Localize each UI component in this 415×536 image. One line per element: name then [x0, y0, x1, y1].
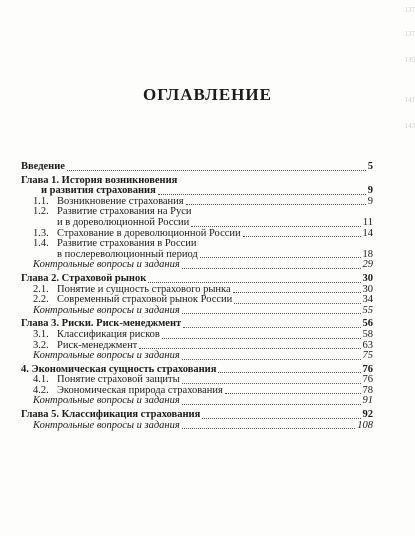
- toc-entry-text: в послереволюционный период: [57, 248, 198, 260]
- toc-entry-text: Глава 5. Классификация страхования: [21, 409, 201, 421]
- toc-page-number: 63: [362, 339, 373, 351]
- toc-page-number: 56: [362, 318, 373, 330]
- toc-section-1-2-continued[interactable]: [21, 218, 373, 229]
- toc-page-number: 34: [362, 294, 373, 306]
- toc-entry-text: Контрольные вопросы и задания: [33, 304, 180, 316]
- bleed-through-page-number: 137: [404, 30, 415, 38]
- toc-section-3-1[interactable]: [21, 330, 373, 341]
- toc-questions-5[interactable]: [21, 421, 373, 432]
- bleed-through-page-number: 143: [404, 122, 415, 130]
- toc-page-number: 55: [362, 304, 373, 316]
- section-number: 4.2.: [33, 384, 49, 396]
- section-number: 3.1.: [33, 328, 49, 340]
- toc-page-number: 108: [357, 419, 373, 431]
- leader-dots: [162, 337, 361, 339]
- toc-entry-text: Контрольные вопросы и задания: [33, 350, 180, 362]
- section-number: 1.4.: [33, 238, 49, 250]
- toc-page-number: 30: [362, 272, 373, 284]
- toc-questions-1[interactable]: [21, 260, 373, 271]
- toc-page-number: 18: [362, 248, 373, 260]
- toc-questions-4[interactable]: [21, 396, 373, 407]
- toc-page-number: 76: [362, 374, 373, 386]
- section-number: 2.1.: [33, 283, 49, 295]
- toc-entry-text: Глава 1. История возникновения: [21, 174, 178, 186]
- leader-dots: [182, 358, 361, 360]
- toc-questions-2[interactable]: [21, 306, 373, 317]
- toc-entry-text: Понятие и сущность страхового рынка: [57, 283, 231, 295]
- bleed-through-page-number: 139: [404, 56, 415, 64]
- toc-entry-text: Развитие страхования в России: [57, 238, 197, 250]
- section-number: 2.2.: [33, 294, 49, 306]
- toc-entry-text: Контрольные вопросы и задания: [33, 395, 180, 407]
- bleed-through-page-number: 141: [404, 96, 415, 104]
- toc-entry-text: Развитие страхования на Руси: [57, 206, 192, 218]
- toc-page-number: 91: [362, 395, 373, 407]
- toc-page-number: 76: [362, 363, 373, 375]
- toc-entry-text: 4. Экономическая сущность страхования: [21, 363, 217, 375]
- toc-entry-text: Контрольные вопросы и задания: [33, 419, 180, 431]
- toc-questions-3[interactable]: [21, 351, 373, 362]
- section-number: 1.3.: [33, 227, 49, 239]
- bleed-through-page-number: 137: [404, 6, 415, 14]
- leader-dots: [191, 225, 361, 227]
- toc-entry-text: Контрольные вопросы и задания: [33, 259, 180, 271]
- leader-dots: [225, 392, 361, 394]
- toc-entry-text: Экономическая природа страхования: [57, 384, 223, 396]
- toc-page-number: 30: [362, 283, 373, 295]
- table-of-contents: [21, 162, 373, 431]
- leader-dots: [183, 326, 360, 328]
- toc-page-number: 78: [362, 384, 373, 396]
- leader-dots: [182, 382, 361, 384]
- toc-page-number: 58: [362, 328, 373, 340]
- section-number: 4.1.: [33, 374, 49, 386]
- toc-title: ОГЛАВЛЕНИЕ: [143, 85, 272, 104]
- leader-dots: [186, 203, 366, 205]
- toc-page-number: 29: [362, 259, 373, 271]
- leader-dots: [234, 302, 360, 304]
- leader-dots: [182, 403, 361, 405]
- leader-dots: [148, 281, 360, 283]
- leader-dots: [182, 427, 355, 429]
- toc-entry-text: и развития страхования: [41, 185, 156, 197]
- section-number: 3.2.: [33, 339, 49, 351]
- section-number: 1.1.: [33, 195, 49, 207]
- leader-dots: [182, 312, 361, 314]
- toc-entry-text: Современный страховой рынок России: [57, 294, 233, 306]
- toc-entry-text: Возникновение страхования: [57, 195, 184, 207]
- leader-dots: [243, 235, 361, 237]
- toc-chapter-2[interactable]: [21, 274, 373, 285]
- toc-page-number: 75: [362, 350, 373, 362]
- leader-dots: [158, 193, 366, 195]
- toc-entry-text: Понятие страховой защиты: [57, 374, 180, 386]
- leader-dots: [202, 417, 360, 419]
- toc-entry-text: и в дореволюционной России: [57, 216, 190, 228]
- toc-entry-text: Риск-менеджмент: [57, 339, 138, 351]
- leader-dots: [218, 371, 360, 373]
- leader-dots: [233, 291, 361, 293]
- toc-entry-text: Страхование в дореволюционной России: [57, 227, 241, 239]
- toc-page-number: 11: [362, 216, 373, 228]
- toc-entry-text: Глава 3. Риски. Риск-менеджмент: [21, 318, 182, 330]
- section-number: 1.2.: [33, 206, 49, 218]
- leader-dots: [182, 267, 361, 269]
- toc-entry-intro[interactable]: [21, 162, 373, 173]
- toc-entry-text: Классификация рисков: [57, 328, 160, 340]
- leader-dots: [200, 256, 361, 258]
- toc-entry-text: Глава 2. Страховой рынок: [21, 272, 147, 284]
- toc-page-number: 9: [367, 185, 373, 197]
- toc-page-number: 92: [362, 409, 373, 421]
- toc-page-number: 5: [367, 161, 373, 172]
- toc-entry-text: Введение: [21, 161, 65, 172]
- toc-page-number: 9: [367, 195, 373, 207]
- toc-page-number: 14: [362, 227, 373, 239]
- leader-dots: [67, 169, 366, 171]
- leader-dots: [139, 347, 360, 349]
